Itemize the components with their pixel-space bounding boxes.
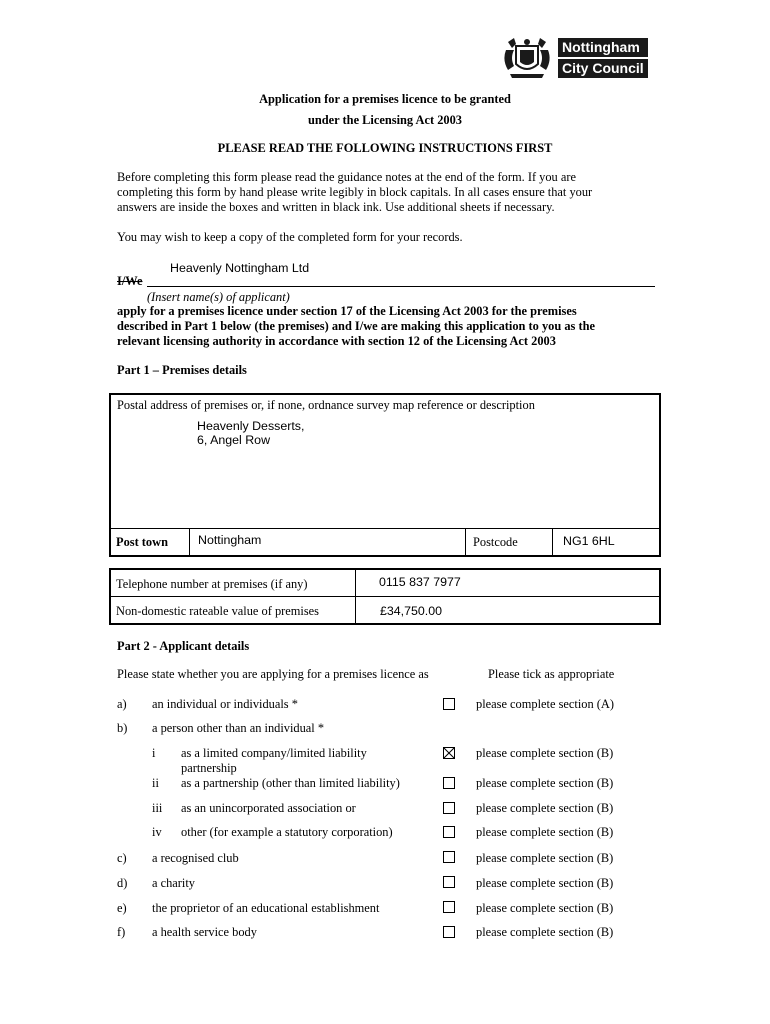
- option-f-label: a health service body: [152, 925, 257, 939]
- option-c-marker: c): [117, 851, 127, 865]
- coat-of-arms-icon: [500, 36, 554, 80]
- apply-line-3: relevant licensing authority in accordance with section 12 of the Licensing Act 2003: [117, 334, 556, 348]
- option-c-checkbox[interactable]: [443, 851, 455, 863]
- option-d-marker: d): [117, 876, 128, 890]
- option-b-iii-label: as an unincorporated association or: [181, 801, 356, 815]
- option-f-action: please complete section (B): [476, 925, 614, 939]
- intro-line-1: Before completing this form please read the guidance notes at the end of the form. If you are: [117, 170, 576, 184]
- option-f-marker: f): [117, 925, 126, 939]
- option-b-iv-marker: iv: [152, 825, 162, 839]
- option-e-checkbox[interactable]: [443, 901, 455, 913]
- option-b-iv-action: please complete section (B): [476, 825, 614, 839]
- address-line-1[interactable]: Heavenly Desserts,: [197, 419, 305, 433]
- option-a-checkbox[interactable]: [443, 698, 455, 710]
- insert-name-hint: (Insert name(s) of applicant): [147, 290, 290, 304]
- telephone-label: Telephone number at premises (if any): [116, 577, 308, 591]
- post-town-divider: [189, 528, 190, 556]
- option-c-action: please complete section (B): [476, 851, 614, 865]
- premises-address-box: [109, 393, 661, 557]
- option-b-ii-action: please complete section (B): [476, 776, 614, 790]
- intro-line-2: completing this form by hand please write legibly in block capitals. In all cases ensure that your: [117, 185, 593, 199]
- option-b-iv-label: other (for example a statutory corporation): [181, 825, 393, 839]
- post-town-field[interactable]: Nottingham: [198, 533, 262, 547]
- option-b-iv-checkbox[interactable]: [443, 826, 455, 838]
- option-b-ii-checkbox[interactable]: [443, 777, 455, 789]
- option-b-i-marker: i: [152, 746, 156, 760]
- address-label: Postal address of premises or, if none, ordnance survey map reference or description: [117, 398, 535, 412]
- instructions-heading: PLEASE READ THE FOLLOWING INSTRUCTIONS FIRST: [217, 141, 553, 155]
- option-e-marker: e): [117, 901, 127, 915]
- option-b-marker: b): [117, 721, 128, 735]
- option-b-ii-label: as a partnership (other than limited liability): [181, 776, 400, 790]
- option-d-label: a charity: [152, 876, 195, 890]
- applicant-type-question: Please state whether you are applying for a premises licence as: [117, 667, 429, 681]
- option-b-iii-action: please complete section (B): [476, 801, 614, 815]
- apply-line-2: described in Part 1 below (the premises) and I/we are making this application to you as the: [117, 319, 595, 333]
- postcode-label-divider: [465, 528, 466, 556]
- intro-keep-copy: You may wish to keep a copy of the completed form for your records.: [117, 230, 463, 244]
- option-d-checkbox[interactable]: [443, 876, 455, 888]
- tick-hint: Please tick as appropriate: [488, 667, 615, 681]
- option-b-iii-checkbox[interactable]: [443, 802, 455, 814]
- checked-cross-icon: [444, 748, 454, 758]
- intro-line-3: answers are inside the boxes and written in black ink. Use additional sheets if necessary.: [117, 200, 555, 214]
- iwe-label: I/We: [117, 274, 143, 288]
- applicant-name-underline: [147, 286, 655, 287]
- council-logo: [500, 36, 650, 80]
- logo-line-1: Nottingham: [558, 38, 648, 57]
- option-b-iii-marker: iii: [152, 801, 163, 815]
- form-title-line-1: Application for a premises licence to be granted: [259, 92, 511, 106]
- address-line-2[interactable]: 6, Angel Row: [197, 433, 271, 447]
- telephone-column-divider: [355, 569, 356, 624]
- postcode-label: Postcode: [473, 535, 518, 549]
- post-town-label: Post town: [116, 535, 168, 549]
- logo-line-2: City Council: [558, 59, 648, 78]
- postcode-field[interactable]: NG1 6HL: [563, 534, 615, 548]
- rateable-label: Non-domestic rateable value of premises: [116, 604, 319, 618]
- option-b-ii-marker: ii: [152, 776, 159, 790]
- part2-heading: Part 2 - Applicant details: [117, 639, 250, 653]
- option-d-action: please complete section (B): [476, 876, 614, 890]
- option-b-label: a person other than an individual *: [152, 721, 325, 735]
- option-a-label: an individual or individuals *: [152, 697, 298, 711]
- form-title-line-2: under the Licensing Act 2003: [308, 113, 462, 127]
- telephone-row-divider: [110, 596, 660, 597]
- post-town-row-divider: [110, 528, 660, 529]
- apply-line-1: apply for a premises licence under section 17 of the Licensing Act 2003 for the premises: [117, 304, 577, 318]
- rateable-value-field[interactable]: £34,750.00: [380, 604, 443, 618]
- option-a-marker: a): [117, 697, 127, 711]
- option-b-i-action: please complete section (B): [476, 746, 614, 760]
- option-e-label: the proprietor of an educational establishment: [152, 901, 380, 915]
- option-c-label: a recognised club: [152, 851, 239, 865]
- option-e-action: please complete section (B): [476, 901, 614, 915]
- option-f-checkbox[interactable]: [443, 926, 455, 938]
- telephone-field[interactable]: 0115 837 7977: [379, 575, 461, 589]
- postcode-value-divider: [552, 528, 553, 556]
- option-b-i-label: as a limited company/limited liability: [181, 746, 367, 760]
- option-a-action: please complete section (A): [476, 697, 614, 711]
- option-b-i-checkbox[interactable]: [443, 747, 455, 759]
- part1-heading: Part 1 – Premises details: [117, 363, 247, 377]
- option-b-i-label-2: partnership: [181, 761, 237, 775]
- applicant-name-field[interactable]: Heavenly Nottingham Ltd: [170, 261, 310, 275]
